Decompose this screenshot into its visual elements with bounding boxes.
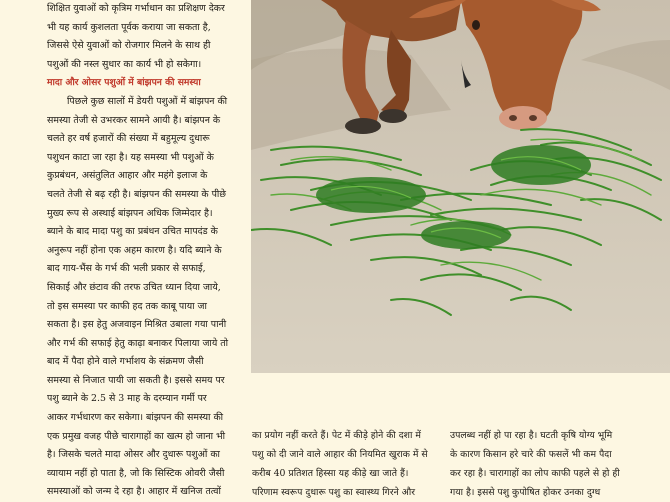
intro-line: शिक्षित युवाओं को कृत्रिम गर्भाधान का प्रशिक्षण देकर xyxy=(47,3,225,14)
body-line: आकर गर्भधारण कर सकेगा। बांझपन की समस्या की xyxy=(47,412,224,424)
body-line: परिणाम स्वरूप दुधारू पशु का स्वास्थ्य गिरने और xyxy=(252,487,416,498)
body-line: अनुरूप नहीं होना एक अहम कारण है। यदि ब्याने के xyxy=(47,244,222,256)
body-line: समस्या तेजी से उभरकर सामने आयी है। बांझपन के xyxy=(47,114,221,126)
body-line: पशु ब्याने के 2.5 से 3 माह के दरम्यान गर्मी पर xyxy=(47,393,207,405)
body-line: उपलब्ध नहीं हो पा रहा है। घटती कृषि योग्य भूमि xyxy=(450,430,613,441)
body-line: पशुधन काटा जा रहा है। यह समस्या भी पशुओं के xyxy=(47,151,214,163)
photo-illustration xyxy=(251,0,670,373)
body-line: पिछले कुछ सालों में डेयरी पशुओं में बांझपन की xyxy=(67,95,228,107)
body-line: कर रहा है। चारागाहों का लोप काफी पहले से हो ही xyxy=(450,468,620,479)
intro-line: जिससे ऐसे युवाओं को रोजगार मिलने के साथ ही xyxy=(47,40,211,52)
cow-eating-grass-photo xyxy=(251,0,670,373)
body-line: गया है। इससे पशु कुपोषित होकर उनका दुग्ध xyxy=(450,487,601,498)
body-line: पशु को दी जाने वाले आहार की नियमित खुराक में से xyxy=(252,449,428,460)
body-line: सिकाई और छंटाव की तरफ उचित ध्यान दिया जाये, xyxy=(47,281,221,293)
body-line: और गर्भ की सफाई हेतु काढ़ा बनाकर पिलाया जाये तो xyxy=(47,337,229,349)
body-line: सकता है। इस हेतु अजवाइन मिश्रित उबाला गया पानी xyxy=(47,319,227,331)
body-line: बाद गाय-भैंस के गर्भ की भली प्रकार से सफाई, xyxy=(47,263,206,275)
intro-line: पशुओं की नस्ल सुधार का कार्य भी हो सकेगा। xyxy=(47,58,202,70)
body-line: है। जिसके चलते मादा ओसर और दुधारू पशुओं का xyxy=(47,449,220,461)
body-line: व्यायाम नहीं हो पाता है, जो कि सिस्टिक ओवरी जैसी xyxy=(47,467,225,479)
body-line: चलते तेजी से बढ़ रही है। बांझपन की समस्या के पीछे xyxy=(47,188,226,200)
body-line: कुप्रबंधन, असंतुलित आहार और महंगे इलाज के xyxy=(47,170,208,182)
body-line: समस्याओं को जन्म दे रहा है। आहार में खनिज तत्वों xyxy=(47,486,221,498)
body-line: तो इस समस्या पर काफी हद तक काबू पाया जा xyxy=(47,300,207,312)
left-text-column xyxy=(47,0,237,498)
section-heading: मादा और ओसर पशुओं में बांझपन की समस्या xyxy=(47,77,201,89)
body-line: करीब 40 प्रतिशत हिस्सा यह कीड़े खा जाते हैं। xyxy=(252,468,409,479)
body-line: एक प्रमुख वजह पीछे चारागाहों का खत्म हो जाना भी xyxy=(47,430,226,442)
bottom-text-column-1 xyxy=(252,426,432,502)
body-line: चलते हर वर्ष हजारों की संख्या में बहुमूल्य दुधारू xyxy=(47,133,210,145)
body-line: ब्याने के बाद मादा पशु का प्रबंधन उचित मापदंड के xyxy=(47,226,218,238)
intro-line: भी यह कार्य कुशलता पूर्वक कराया जा सकता है, xyxy=(47,21,211,33)
body-line: समस्या से निजात पायी जा सकती है। इससे समय पर xyxy=(47,374,225,386)
body-line: का प्रयोग नहीं करते हैं। पेट में कीड़े होने की दशा में xyxy=(252,430,421,441)
body-line: बाद में पैदा होने वाले गर्भाशय के संक्रमण जैसी xyxy=(47,356,204,368)
bottom-text-column-2 xyxy=(450,426,630,502)
body-line: मुख्य रूप से अस्थाई बांझपन अधिक जिम्मेदार है। xyxy=(47,207,213,219)
body-line: के कारण किसान हरे चारे की फसलें भी कम पैदा xyxy=(450,449,612,460)
